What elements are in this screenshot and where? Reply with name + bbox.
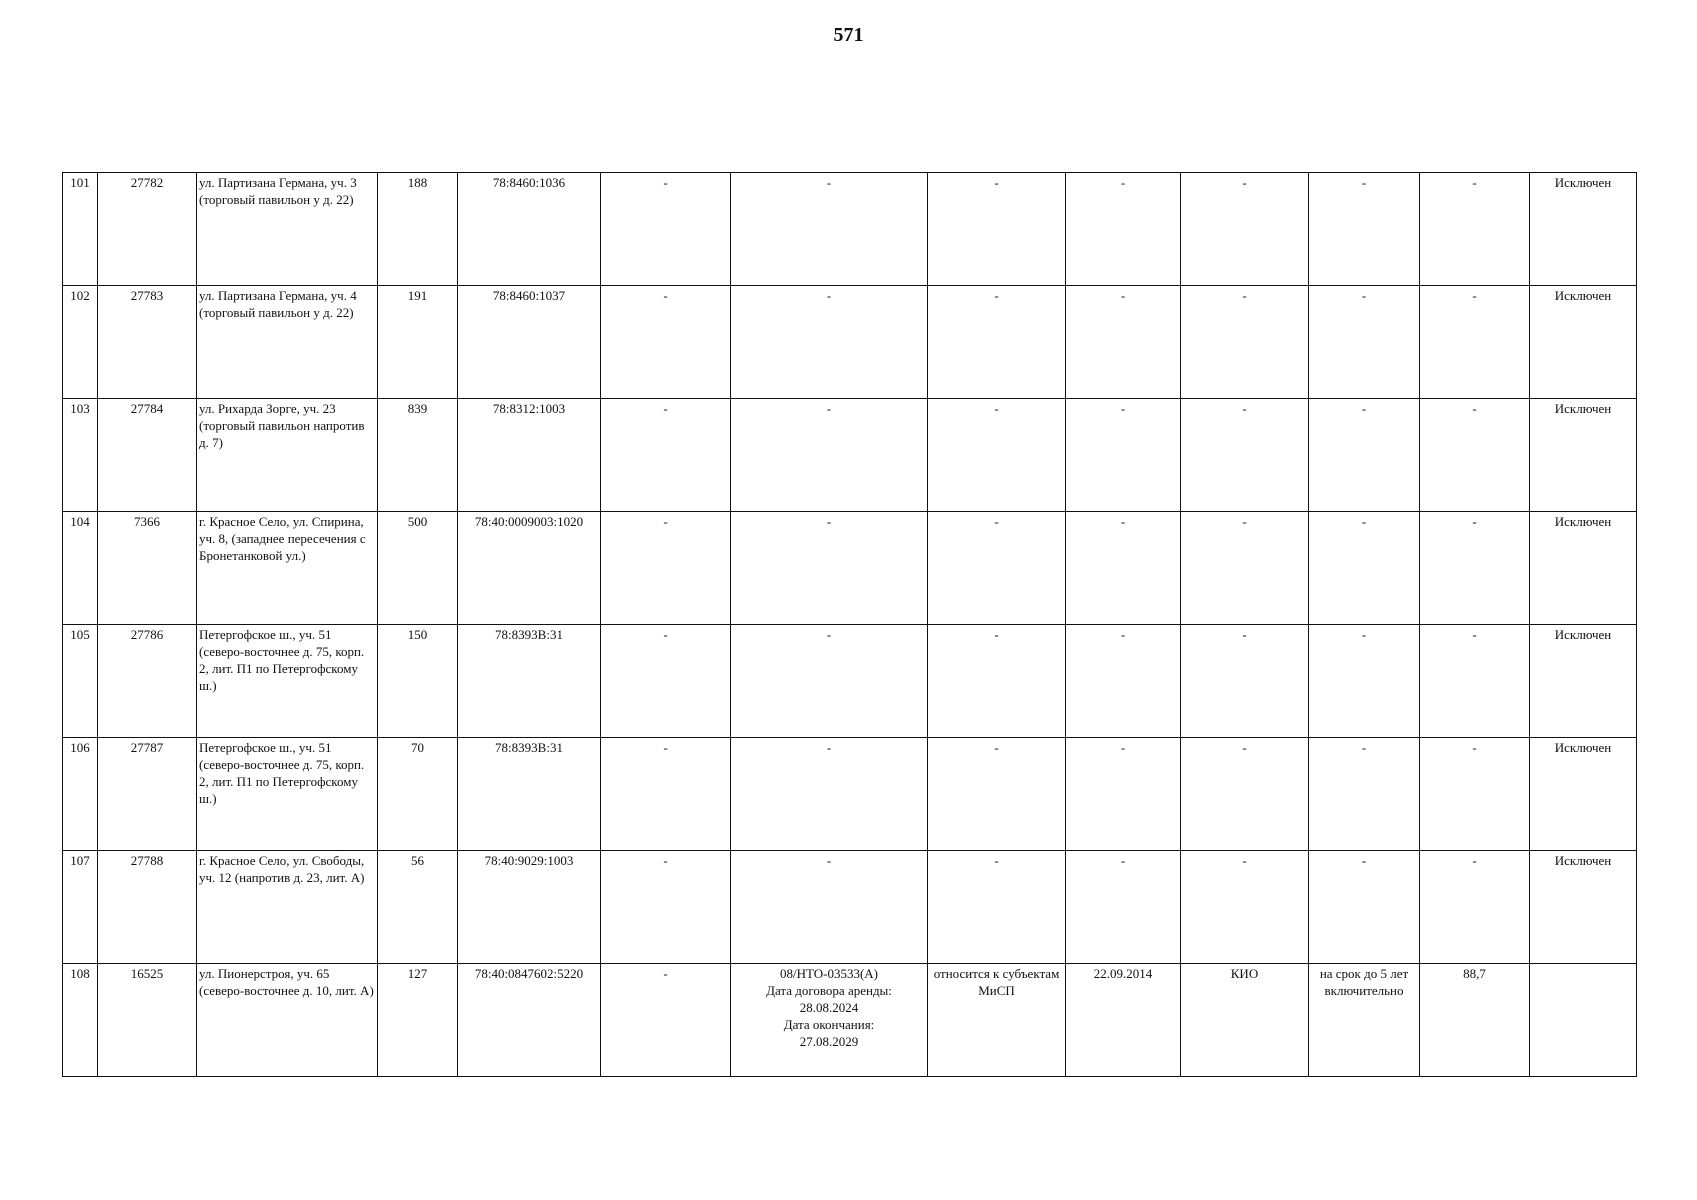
object-id-cell: 27788	[98, 851, 197, 964]
contract-line: 08/НТО-03533(А)	[779, 966, 879, 981]
row-number-cell: 108	[63, 964, 98, 1077]
column-10-cell: -	[1181, 512, 1309, 625]
object-id-cell: 16525	[98, 964, 197, 1077]
contract-cell	[731, 512, 928, 625]
contract-line: 28.08.2024	[799, 1000, 859, 1015]
object-id-cell: 27787	[98, 738, 197, 851]
table-row	[63, 286, 1637, 399]
column-9-cell: -	[1066, 286, 1181, 399]
column-8-cell: -	[928, 399, 1066, 512]
register-body	[63, 173, 1637, 1077]
address-cell: Петергофское ш., уч. 51 (северо-восточнее д. 75, корп. 2, лит. П1 по Петергофскому ш.)	[197, 738, 378, 851]
contract-cell	[731, 964, 928, 1077]
area-cell: 56	[378, 851, 458, 964]
table-row	[63, 512, 1637, 625]
column-12-cell: -	[1420, 173, 1530, 286]
contract-line: -	[826, 514, 832, 529]
table-row	[63, 964, 1637, 1077]
object-id-cell: 27782	[98, 173, 197, 286]
page-number: 571	[833, 24, 864, 46]
area-cell: 839	[378, 399, 458, 512]
table-row	[63, 399, 1637, 512]
address-cell: ул. Рихарда Зорге, уч. 23 (торговый павильон напротив д. 7)	[197, 399, 378, 512]
address-cell: Петергофское ш., уч. 51 (северо-восточнее д. 75, корп. 2, лит. П1 по Петергофскому ш.)	[197, 625, 378, 738]
status-cell: Исключен	[1530, 399, 1637, 512]
area-cell: 150	[378, 625, 458, 738]
column-6-cell: -	[601, 964, 731, 1077]
status-cell: Исключен	[1530, 286, 1637, 399]
column-8-cell: -	[928, 286, 1066, 399]
contract-line: -	[826, 288, 832, 303]
column-9-cell: -	[1066, 851, 1181, 964]
column-6-cell: -	[601, 851, 731, 964]
status-cell: Исключен	[1530, 625, 1637, 738]
area-cell: 500	[378, 512, 458, 625]
status-cell: Исключен	[1530, 851, 1637, 964]
area-cell: 70	[378, 738, 458, 851]
contract-line: -	[826, 401, 832, 416]
contract-line: -	[826, 853, 832, 868]
column-10-cell: КИО	[1181, 964, 1309, 1077]
contract-line: Дата окончания:	[783, 1017, 875, 1032]
column-12-cell: -	[1420, 512, 1530, 625]
cadastral-number-cell: 78:8312:1003	[458, 399, 601, 512]
cadastral-number-cell: 78:8460:1037	[458, 286, 601, 399]
contract-cell	[731, 173, 928, 286]
column-8-cell: относится к субъектам МиСП	[928, 964, 1066, 1077]
contract-cell	[731, 851, 928, 964]
cadastral-number-cell: 78:40:0009003:1020	[458, 512, 601, 625]
column-12-cell: -	[1420, 286, 1530, 399]
cadastral-number-cell: 78:40:0847602:5220	[458, 964, 601, 1077]
column-12-cell: -	[1420, 738, 1530, 851]
column-10-cell: -	[1181, 286, 1309, 399]
column-8-cell: -	[928, 851, 1066, 964]
column-6-cell: -	[601, 286, 731, 399]
column-8-cell: -	[928, 625, 1066, 738]
column-11-cell: -	[1309, 399, 1420, 512]
status-cell: Исключен	[1530, 738, 1637, 851]
contract-line: Дата договора аренды:	[766, 983, 892, 998]
column-9-cell: -	[1066, 173, 1181, 286]
column-12-cell: -	[1420, 851, 1530, 964]
cadastral-number-cell: 78:8393B:31	[458, 625, 601, 738]
column-11-cell: -	[1309, 286, 1420, 399]
contract-cell	[731, 286, 928, 399]
column-10-cell: -	[1181, 851, 1309, 964]
column-11-cell: -	[1309, 512, 1420, 625]
column-8-cell: -	[928, 512, 1066, 625]
cadastral-number-cell: 78:8393B:31	[458, 738, 601, 851]
contract-cell	[731, 738, 928, 851]
column-11-cell: -	[1309, 851, 1420, 964]
address-cell: г. Красное Село, ул. Свободы, уч. 12 (напротив д. 23, лит. А)	[197, 851, 378, 964]
row-number-cell: 106	[63, 738, 98, 851]
column-6-cell: -	[601, 738, 731, 851]
column-10-cell: -	[1181, 738, 1309, 851]
area-cell: 188	[378, 173, 458, 286]
object-id-cell: 27784	[98, 399, 197, 512]
cadastral-number-cell: 78:8460:1036	[458, 173, 601, 286]
object-id-cell: 27783	[98, 286, 197, 399]
column-8-cell: -	[928, 173, 1066, 286]
status-cell	[1530, 964, 1637, 1077]
row-number-cell: 102	[63, 286, 98, 399]
column-12-cell: -	[1420, 625, 1530, 738]
object-id-cell: 7366	[98, 512, 197, 625]
row-number-cell: 107	[63, 851, 98, 964]
address-cell: ул. Пионерстроя, уч. 65 (северо-восточнее д. 10, лит. А)	[197, 964, 378, 1077]
table-row	[63, 738, 1637, 851]
address-cell: ул. Партизана Германа, уч. 3 (торговый павильон у д. 22)	[197, 173, 378, 286]
column-10-cell: -	[1181, 173, 1309, 286]
column-10-cell: -	[1181, 399, 1309, 512]
column-11-cell: -	[1309, 625, 1420, 738]
contract-line: -	[826, 175, 832, 190]
column-9-cell: -	[1066, 625, 1181, 738]
status-cell: Исключен	[1530, 512, 1637, 625]
column-12-cell: 88,7	[1420, 964, 1530, 1077]
column-9-cell: -	[1066, 512, 1181, 625]
contract-line: -	[826, 627, 832, 642]
address-cell: г. Красное Село, ул. Спирина, уч. 8, (западнее пересечения с Бронетанковой ул.)	[197, 512, 378, 625]
column-12-cell: -	[1420, 399, 1530, 512]
table-row	[63, 625, 1637, 738]
column-11-cell: на срок до 5 лет включительно	[1309, 964, 1420, 1077]
row-number-cell: 103	[63, 399, 98, 512]
status-cell: Исключен	[1530, 173, 1637, 286]
column-6-cell: -	[601, 173, 731, 286]
column-9-cell: -	[1066, 738, 1181, 851]
column-9-cell: 22.09.2014	[1066, 964, 1181, 1077]
row-number-cell: 101	[63, 173, 98, 286]
column-9-cell: -	[1066, 399, 1181, 512]
area-cell: 191	[378, 286, 458, 399]
cadastral-number-cell: 78:40:9029:1003	[458, 851, 601, 964]
object-id-cell: 27786	[98, 625, 197, 738]
table-row	[63, 173, 1637, 286]
row-number-cell: 104	[63, 512, 98, 625]
contract-cell	[731, 625, 928, 738]
contract-line: -	[826, 740, 832, 755]
column-8-cell: -	[928, 738, 1066, 851]
column-6-cell: -	[601, 399, 731, 512]
register-table	[62, 172, 1637, 1077]
column-11-cell: -	[1309, 738, 1420, 851]
row-number-cell: 105	[63, 625, 98, 738]
contract-cell	[731, 399, 928, 512]
column-11-cell: -	[1309, 173, 1420, 286]
column-10-cell: -	[1181, 625, 1309, 738]
table-row	[63, 851, 1637, 964]
area-cell: 127	[378, 964, 458, 1077]
column-6-cell: -	[601, 512, 731, 625]
contract-line: 27.08.2029	[799, 1034, 859, 1049]
address-cell: ул. Партизана Германа, уч. 4 (торговый павильон у д. 22)	[197, 286, 378, 399]
column-6-cell: -	[601, 625, 731, 738]
